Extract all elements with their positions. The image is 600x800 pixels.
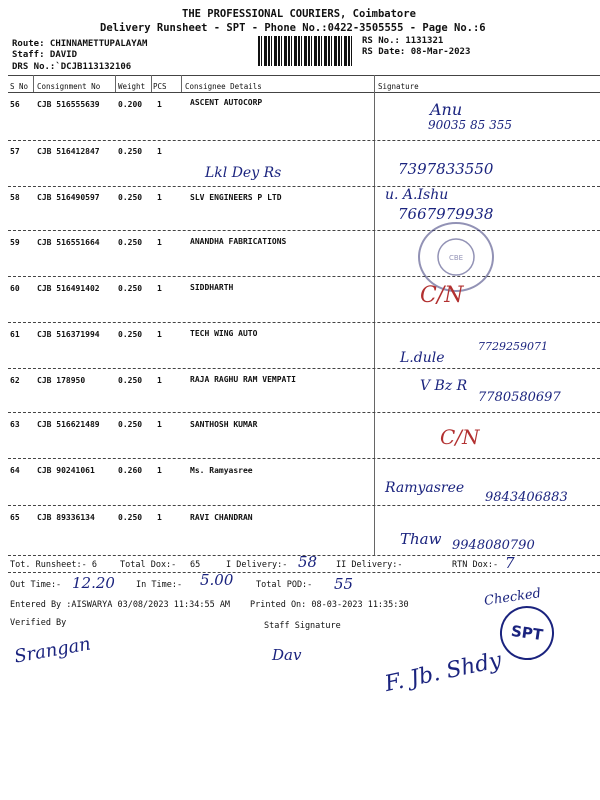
row-weight: 0.250 [118, 376, 143, 385]
row-weight: 0.250 [118, 284, 143, 293]
row-pcs: 1 [157, 193, 162, 202]
rs-number: RS No.: 1131321 [362, 36, 444, 46]
handwritten-name: Lkl Dey Rs [205, 165, 282, 181]
row-pcs: 1 [157, 376, 162, 385]
out-time-label: Out Time:- [10, 580, 62, 590]
row-consignment: CJB 516551664 [37, 238, 100, 247]
row-consignment: CJB 516371994 [37, 330, 100, 339]
total-dox-label: Total Dox:- [120, 560, 177, 570]
row-consignment: CJB 90241061 [37, 466, 95, 475]
spt-stamp [497, 603, 558, 664]
row-sno: 60 [10, 284, 20, 293]
rtn-dox-value: 7 [505, 554, 515, 572]
row-consignee: RAJA RAGHU RAM VEMPATI [190, 375, 296, 384]
verified-signature: Srangan [12, 633, 93, 668]
i-delivery-value: 58 [298, 553, 318, 571]
handwritten-name: Thaw [400, 530, 442, 548]
col-sno: S No [10, 82, 29, 91]
company-seal-stamp [418, 222, 494, 292]
row-weight: 0.250 [118, 193, 143, 202]
col-divider [115, 75, 116, 92]
handwritten-phone: 9948080790 [452, 538, 535, 553]
row-consignee: TECH WING AUTO [190, 329, 258, 338]
signature-divider [374, 75, 375, 555]
printed-on: Printed On: 08-03-2023 11:35:30 [250, 600, 409, 610]
tot-runsheet: Tot. Runsheet:- 6 [10, 560, 97, 570]
row-sno: 59 [10, 238, 20, 247]
col-consignment: Consignment No [37, 82, 101, 91]
row-weight: 0.250 [118, 513, 143, 522]
row-consignee: Ms. Ramyasree [190, 466, 253, 475]
handwritten-name: V Bz R [420, 378, 468, 394]
handwritten-phone: 9843406883 [485, 490, 568, 505]
col-divider [33, 75, 34, 92]
staff-signature-label: Staff Signature [264, 621, 341, 631]
row-weight: 0.260 [118, 466, 143, 475]
row-weight: 0.200 [118, 100, 143, 109]
staff-signature: Dav [272, 646, 302, 664]
col-weight: Weight [118, 82, 146, 91]
handwritten-name: L.dule [400, 350, 445, 366]
row-sno: 65 [10, 513, 20, 522]
col-signature: Signature [378, 82, 419, 91]
col-divider [181, 75, 182, 92]
handwritten-name: Anu [430, 100, 463, 119]
handwritten-name: u. A.Ishu [385, 187, 449, 203]
row-consignee: SIDDHARTH [190, 283, 234, 292]
col-consignee: Consignee Details [185, 82, 262, 91]
row-consignment: CJB 516490597 [37, 193, 100, 202]
row-divider [8, 186, 600, 187]
row-weight: 0.250 [118, 238, 143, 247]
row-divider [8, 458, 600, 459]
row-pcs: 1 [157, 100, 162, 109]
footer-divider [8, 572, 600, 573]
rs-date: RS Date: 08-Mar-2023 [362, 47, 471, 57]
row-sno: 58 [10, 193, 20, 202]
handwritten-cn-mark: C/N [420, 283, 464, 308]
handwritten-phone: 90035 85 355 [428, 118, 512, 132]
ii-delivery-label: II Delivery:- [336, 560, 403, 570]
handwritten-phone: 7667979938 [398, 205, 494, 223]
drs-number: DRS No.:`DCJB113132106 [12, 62, 132, 72]
runsheet-title: Delivery Runsheet - SPT - Phone No.:0422-3505555 - Page No.:6 [100, 22, 486, 34]
row-sno: 61 [10, 330, 20, 339]
row-pcs: 1 [157, 147, 162, 156]
row-sno: 63 [10, 420, 20, 429]
table-top-rule [8, 75, 600, 76]
row-divider [8, 412, 600, 413]
handwritten-phone: 7780580697 [478, 390, 561, 405]
row-weight: 0.250 [118, 330, 143, 339]
row-divider [8, 368, 600, 369]
route-label: Route: CHINNAMETTUPALAYAM [12, 39, 148, 49]
big-signature: F. Jb. Shdy [382, 647, 504, 698]
col-divider [151, 75, 152, 92]
row-divider [8, 230, 600, 231]
row-consignment: CJB 178950 [37, 376, 86, 385]
row-weight: 0.250 [118, 147, 143, 156]
row-consignment: CJB 516555639 [37, 100, 100, 109]
row-consignee: SANTHOSH KUMAR [190, 420, 258, 429]
row-sno: 62 [10, 376, 20, 385]
handwritten-name: Ramyasree [385, 480, 465, 496]
row-consignee: ANANDHA FABRICATIONS [190, 237, 287, 246]
svg-text:CBE: CBE [448, 254, 464, 262]
barcode-image [258, 36, 354, 66]
row-weight: 0.250 [118, 420, 143, 429]
in-time-label: In Time:- [136, 580, 183, 590]
row-consignment: CJB 89336134 [37, 513, 95, 522]
row-pcs: 1 [157, 420, 162, 429]
row-pcs: 1 [157, 330, 162, 339]
table-header-rule [8, 92, 600, 93]
verified-by-label: Verified By [10, 618, 67, 628]
row-consignee: RAVI CHANDRAN [190, 513, 253, 522]
row-divider [8, 140, 600, 141]
row-consignee: SLV ENGINEERS P LTD [190, 193, 282, 202]
row-pcs: 1 [157, 466, 162, 475]
entered-by: Entered By :AISWARYA 03/08/2023 11:34:55 AM [10, 600, 231, 610]
i-delivery-label: I Delivery:- [226, 560, 288, 570]
total-pod-value: 55 [334, 575, 354, 593]
checked-note: Checked [483, 586, 542, 609]
handwritten-phone: 7397833550 [398, 160, 494, 178]
row-sno: 64 [10, 466, 20, 475]
row-sno: 56 [10, 100, 20, 109]
staff-label: Staff: DAVID [12, 50, 78, 60]
spt-stamp-text: SPT [509, 621, 545, 645]
total-pod-label: Total POD:- [256, 580, 313, 590]
row-divider [8, 505, 600, 506]
in-time-value: 5.00 [200, 571, 234, 589]
row-consignment: CJB 516491402 [37, 284, 100, 293]
total-dox-value: 65 [190, 560, 201, 570]
rtn-dox-label: RTN Dox:- [452, 560, 499, 570]
row-consignee: ASCENT AUTOCORP [190, 98, 263, 107]
col-pcs: PCS [153, 82, 167, 91]
row-divider [8, 276, 600, 277]
handwritten-phone: 7729259071 [478, 340, 548, 353]
row-consignment: CJB 516412847 [37, 147, 100, 156]
row-pcs: 1 [157, 284, 162, 293]
out-time-value: 12.20 [72, 574, 115, 592]
company-title: THE PROFESSIONAL COURIERS, Coimbatore [182, 8, 416, 20]
row-pcs: 1 [157, 513, 162, 522]
handwritten-cn-mark: C/N [440, 425, 480, 449]
row-divider [8, 322, 600, 323]
row-sno: 57 [10, 147, 20, 156]
row-consignment: CJB 516621489 [37, 420, 100, 429]
row-pcs: 1 [157, 238, 162, 247]
